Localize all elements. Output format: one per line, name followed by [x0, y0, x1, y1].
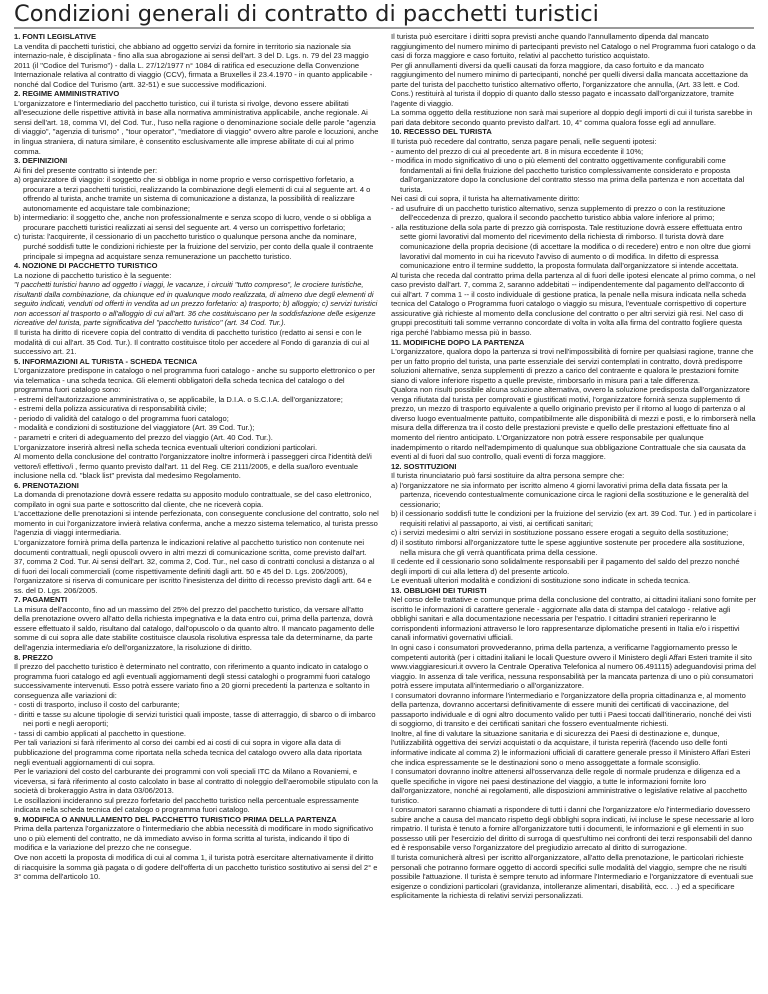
section-heading: 5. INFORMAZIONI AL TURISTA - SCHEDA TECNICA: [14, 356, 198, 366]
paragraph: L'organizzatore predispone in catalogo o nel programma fuori catalogo - anche su supporto elettronico o per via telematica - una scheda tecnica. Gli elementi obbligatori della scheda tecnica del catalogo o del programma fuori catalogo sono:: [14, 366, 375, 395]
right-column: [391, 32, 756, 990]
paragraph: c) i servizi medesimi o altri servizi in sostituzione possano essere erogati a seguito della sostituzione;: [391, 528, 729, 538]
paragraph: Il turista rinunciatario può farsi sostituire da altra persona sempre che:: [391, 471, 625, 481]
paragraph: - estremi della polizza assicurativa di responsabilità civile;: [14, 404, 207, 414]
section-heading: 4. NOZIONE DI PACCHETTO TURISTICO: [14, 261, 158, 271]
paragraph: Prima della partenza l'organizzatore o l'intermediario che abbia necessità di modificare in modo significativo uno o più elementi del contratto, ne dà immediato avviso in forma scritta al turista, indicando il tipo di modifica e la variazione del prezzo che ne consegue.: [14, 824, 374, 853]
paragraph: - parametri e criteri di adeguamento del prezzo del viaggio (Art. 40 Cod. Tur.).: [14, 432, 273, 442]
list-item: a) l'organizzatore ne sia informato per iscritto almeno 4 giorni lavorativi prima della data fissata per la partenza, ricevendo contestualmente comunicazione circa le ragioni della sostituzione e le generalità del cessionario;: [391, 480, 749, 509]
list-item: - alla restituzione della sola parte di prezzo già corrisposta. Tale restituzione dovrà essere effettuata entro sette giorni lavorativi dal momento del ricevimento della richiesta di rimborso. Il turista dovrà dare comunicazione della propria decisione (di accettare la modifica o di recedere) entro e non oltre due giorni lavorativi dal momento in cui ha ricevuto l'avviso di aumento o di modifica. In difetto di espressa comunicazione entro il termine suddetto, la proposta formulata dall'organizzatore si intende accettata.: [391, 222, 751, 271]
paragraph: I consumatori dovranno informare l'intermediario e l'organizzatore della propria cittadinanza e, al momento della partenza, dovranno accertarsi definitivamente di essere muniti dei certificati di vaccinazione, del passaporto individuale e di ogni altro documento valido per tutti i Paesi toccati dall'itinerario, nonché dei visti di soggiorno, di transito e dei certificati sanitari che fossero eventualmente richiesti.: [391, 690, 752, 729]
paragraph: - tassi di cambio applicati al pacchetto in questione.: [14, 728, 186, 738]
paragraph: Nei casi di cui sopra, il turista ha alternativamente diritto:: [391, 194, 580, 204]
paragraph: - costi di trasporto, incluso il costo del carburante;: [14, 700, 180, 710]
paragraph: Le eventuali ulteriori modalità e condizioni di sostituzione sono indicate in scheda tecnica.: [391, 576, 691, 586]
paragraph: Per gli annullamenti diversi da quelli causati da forza maggiore, da caso fortuito e da mancato raggiungimento del numero minimo di partecipanti, nonché per quelli diversi dalla mancata accettazione da parte del turista del pacchetto turistico alternativo offerto, l'organizzatore che annulla, (Art. 33 lett. e Cod. Cons.) restituirà al turista il doppio di quanto dallo stesso pagato e incassato dall'organizzatore, tramite l'agente di viaggio.: [391, 60, 749, 108]
section-heading: 12. SOSTITUZIONI: [391, 461, 457, 471]
paragraph: Il turista può recedere dal contratto, senza pagare penali, nelle seguenti ipotesi:: [391, 137, 657, 147]
paragraph: Ove non accetti la proposta di modifica di cui al comma 1, il turista potrà esercitare alternativamente il diritto di riacquisire la somma già pagata o di godere dell'offerta di un pacchetto turistico sostitutivo ai sensi del 2° e 3° comma dell'articolo 10.: [14, 853, 378, 882]
paragraph: L'organizzatore, qualora dopo la partenza si trovi nell'impossibilità di fornire per qualsiasi ragione, tranne che per un fatto proprio del turista, una parte essenziale dei servizi contemplati in contratto, dovrà predisporre soluzioni alternative, senza supplementi di prezzo a carico del contraente e qualora le prestazioni fornite siano di valore inferiore rispetto a quelle previste, rimborsarlo in misura pari a tale differenza.: [391, 347, 754, 385]
paragraph: Nel corso delle trattative e comunque prima della conclusione del contratto, ai cittadini italiani sono fornite per iscritto le informazioni di carattere generale - aggiornate alla data di stampa del catalogo - relative agli obblighi sanitari e alla documentazione necessaria per l'espatrio. I cittadini stranieri reperiranno le corrispondenti informazioni attraverso le loro rappresentanze diplomatiche presenti in Italia e/o i rispettivi canali informativi governativi ufficiali.: [391, 595, 756, 643]
paragraph: Al momento della conclusione del contratto l'organizzatore inoltre informerà i passeggeri circa l'identità del/i vettore/i effettivo/i , fermo quanto previsto dall'art. 11 del Reg. CE 2111/2005, e della sua/loro eventuale inclusione nella cd. "black list" prevista dal medesimo Regolamento.: [14, 452, 372, 481]
paragraph: I consumatori saranno chiamati a rispondere di tutti i danni che l'organizzatore e/o l'intermediario dovessero subire anche a causa del mancato rispetto degli obblighi sopra indicati, ivi incluse le spese necessarie al loro rimpatrio. Il turista è tenuto a fornire all'organizzatore tutti i documenti, le informazioni e gli elementi in suo possesso utili per l'esercizio del diritto di surroga di quest'ultimo nei confronti dei terzi responsabili del danno ed è responsabile verso l'organizzatore del pregiudizio arrecato al diritto di surrogazione.: [391, 805, 754, 853]
section-heading: 1. FONTI LEGISLATIVE: [14, 32, 97, 41]
title-divider: [14, 27, 754, 29]
paragraph: Il turista comunicherà altresì per iscritto all'organizzatore, all'atto della prenotazione, le particolari richieste personali che potranno formare oggetto di accordi specifici sulle modalità del viaggio, sempre che ne risulti possibile l'attuazione. Il turista è sempre tenuto ad informare l'Intermediario e l'organizzatore di eventuali sue esigenze o condizioni particolari (gravidanza, intolleranze alimentari, disabilità, ecc. . .) ed a specificare esplicitamente la richiesta di relativi servizi personalizzati.: [391, 853, 754, 901]
paragraph: Qualora non risulti possibile alcuna soluzione alternativa, ovvero la soluzione predisposta dall'organizzatore venga rifiutata dal turista per comprovati e giustificati motivi, l'organizzatore fornirà senza supplemento di prezzo, un mezzo di trasporto equivalente a quello originario previsto per il ritorno al luogo di partenza o al diverso luogo eventualmente pattuito, compatibilmente alle disponibilità di mezzi e posti, e lo rimborserà nella misura della differenza tra il costo delle prestazioni previste e quello delle prestazioni effettuate fino al momento del rientro anticipato. L'Organizzatore non potrà essere responsabile per qualunque inadempimento o ritardo nell'adempimento di qualunque sua obbligazione Contrattuale che sia causata da eventi al di fuori dal suo controllo, quali eventi di forza maggiore.: [391, 385, 756, 462]
list-item: a) organizzatore di viaggio: il soggetto che si obbliga in nome proprio e verso corrispettivo forfetario, a procurare a terzi pacchetti turistici, realizzando la combinazione degli elementi di cui al seguente art. 4 o offrendo al turista, anche tramite un sistema di comunicazione a distanza, la possibilità di realizzare autonomamente ed acquistare tale combinazione;: [14, 175, 371, 213]
paragraph: I consumatori dovranno inoltre attenersi all'osservanza delle regole di normale prudenza e diligenza ed a quelle specifiche in vigore nei paesi destinazione del viaggio, a tutte le informazioni fornite loro dall'organizzatore, nonché ai regolamenti, alle disposizioni amministrative o legislative relative al pacchetto turistico.: [391, 767, 747, 805]
section-heading: 10. RECESSO DEL TURISTA: [391, 127, 492, 137]
paragraph: Il turista può esercitare i diritti sopra previsti anche quando l'annullamento dipenda dal mancato raggiungimento del numero minimo di partecipanti previsto nel Catalogo o nel Programma fuori catalogo o da casi di forza maggiore e caso fortuito, relativi al pacchetto turistico acquistato.: [391, 32, 756, 61]
paragraph: La nozione di pacchetto turistico è la seguente:: [14, 270, 172, 280]
list-item: b) intermediario: il soggetto che, anche non professionalmente e senza scopo di lucro, vende o si obbliga a procurare pacchetti turistici realizzati ai sensi del seguente art. 4 verso un corrispettivo forfetario;: [14, 213, 372, 232]
paragraph: Ai fini del presente contratto si intende per:: [14, 165, 158, 175]
left-column: [14, 32, 379, 990]
paragraph: Per le variazioni del costo del carburante dei programmi con voli speciali ITC da Milano a Rovaniemi, e viceversa, si farà riferimento al costo calcolato in base al contratto di noleggio dell'aeromobile stipulato con la società di brokeraggio Astra in data 03/06/2013.: [14, 767, 378, 796]
section-heading: 8. PREZZO: [14, 652, 53, 662]
list-item: b) il cessionario soddisfi tutte le condizioni per la fruizione del servizio (ex art. 39 Cod. Tur. ) ed in particolare i requisiti relativi al passaporto, ai visti, ai certificati sanitari;: [391, 509, 756, 528]
section-heading: 6. PRENOTAZIONI: [14, 480, 79, 490]
section-heading: 3. DEFINIZIONI: [14, 156, 68, 166]
paragraph: L'organizzatore inserirà altresì nella scheda tecnica eventuali ulteriori condizioni particolari.: [14, 442, 318, 452]
paragraph: La somma oggetto della restituzione non sarà mai superiore al doppio degli importi di cui il turista sarebbe in pari data debitore secondo quanto previsto dall'art. 10, 4° comma qualora fosse egli ad annullare.: [391, 108, 753, 127]
paragraph: Le oscillazioni incideranno sul prezzo forfetario del pacchetto turistico nella percentuale espressamente indicata nella scheda tecnica del catalogo o programma fuori catalogo.: [14, 795, 359, 815]
paragraph: Il cedente ed il cessionario sono solidalmente responsabili per il pagamento del saldo del prezzo nonché degli importi di cui alla lettera d) del presente articolo.: [391, 557, 740, 576]
list-item: d) il sostituto rimborsi all'organizzatore tutte le spese aggiuntive sostenute per procedere alla sostituzione, nella misura che gli verrà quantificata prima della cessione.: [391, 537, 745, 557]
paragraph: L'organizzatore fornirà prima della partenza le indicazioni relative al pacchetto turistico non contenute nei documenti contrattuali, negli opuscoli ovvero in altri mezzi di comunicazione scritta, come previsto dall'art. 37, comma 2 Cod. Tur. Ai sensi dell'art. 32, comma 2, Cod. Tur., nel caso di contratti conclusi a distanza o al di fuori dei locali commerciali (come rispettivamente definiti dagli artt. 50 e 45 del D. Lgs. 206/2005), l'organizzatore si riserva di comunicare per iscritto l'inesistenza del diritto di recesso previsto dagli artt. 64 e ss. del D. Lgs. 206/2005.: [14, 537, 375, 595]
paragraph: La domanda di prenotazione dovrà essere redatta su apposito modulo contrattuale, se del caso elettronico, compilato in ogni sua parte e sottoscritto dal cliente, che ne riceverà copia.: [14, 490, 372, 509]
paragraph: La misura dell'acconto, fino ad un massimo del 25% del prezzo del pacchetto turistico, da versare all'atto della prenotazione ovvero all'atto della richiesta impegnativa e la data entro cui, prima della partenza, dovrà essere effettuato il saldo, risultano dal catalogo, dall'opuscolo o da quanto altro. Il mancato pagamento delle somme di cui sopra alle date stabilite costituisce clausola risolutiva espressa tale da determinarne, da parte dell'agenzia intermediaria e/o dell'organizzatore, la risoluzione di diritto.: [14, 604, 375, 652]
paragraph: Inoltre, al fine di valutare la situazione sanitaria e di sicurezza dei Paesi di destinazione e, dunque, l'utilizzabilità oggettiva dei servizi acquistati o da acquistare, il turista reperirà (facendo uso delle fonti informative indicate al comma 2) le informazioni ufficiali di carattere generale presso il Ministero Affari Esteri che indica espressamente se le destinazioni sono o meno assoggettate a formale sconsiglio.: [391, 728, 751, 767]
paragraph: - periodo di validità del catalogo o del programma fuori catalogo;: [14, 413, 229, 423]
list-item: - diritti e tasse su alcune tipologie di servizi turistici quali imposte, tasse di atterraggio, di sbarco o di imbarco nei porti e negli aeroporti;: [14, 709, 376, 729]
section-heading: 11. MODIFICHE DOPO LA PARTENZA: [391, 337, 525, 347]
list-item: - ad usufruire di un pacchetto turistico alternativo, senza supplemento di prezzo o con la restituzione dell'eccedenza di prezzo, qualora il secondo pacchetto turistico abbia valore inferiore al primo;: [391, 203, 726, 223]
paragraph: La vendita di pacchetti turistici, che abbiano ad oggetto servizi da fornire in territorio sia nazionale sia internazio-nale, è disciplinata - fino alla sua abrogazione ai sensi dell'art. 3 del D. Lgs. n. 79 del 23 maggio 2011 (il "Codice del Turismo") - dalla L. 27/12/1977 n° 1084 di ratifica ed esecuzione della Convenzione Internazionale relativa al contratto di viaggio (CCV), firmata a Bruxelles il 23.4.1970 - in quanto applicabile - nonché dal Codice del Turismo (artt. 32-51) e sue successive modificazioni.: [14, 41, 373, 89]
text-columns: [14, 32, 756, 990]
paragraph: L'organizzatore e l'intermediario del pacchetto turistico, cui il turista si rivolge, devono essere abilitati all'esecuzione delle rispettive attività in base alla normativa amministrativa applicabile, anche regionale. Ai sensi dell'art. 18, comma VI, del Cod. Tur., l'uso nella ragione o denominazione sociale delle parole "agenzia di viaggio", "agenzia di turismo" , "tour operator", "mediatore di viaggio" ovvero altre parole e locuzioni, anche in lingua straniera, di natura similare, è consentito esclusivamente alle imprese abilitate di cui al primo comma.: [14, 98, 379, 156]
section-heading: 7. PAGAMENTI: [14, 595, 68, 605]
paragraph: "I pacchetti turistici hanno ad oggetto i viaggi, le vacanze, i circuiti "tutto compreso", le crociere turistiche, risultanti dalla combinazione, da chiunque ed in qualunque modo realizzata, di almeno due degli elementi di seguito indicati, venduti od offerti in vendita ad un prezzo forfetario: a) trasporto; b) alloggio; c) servizi turistici non accessori al trasporto o all'alloggio di cui all'art. 36 che costituiscano per la soddisfazione delle esigenze ricreative del turista, parte significativa del "pacchetto turistico" (art. 34 Cod. Tur.).: [14, 280, 378, 328]
paragraph: Per tali variazioni si farà riferimento al corso dei cambi ed ai costi di cui sopra in vigore alla data di pubblicazione del programma come riportata nella scheda tecnica del catalogo ovvero alla data riportata negli eventuali aggiornamenti di cui sopra.: [14, 738, 362, 767]
list-item: - modifica in modo significativo di uno o più elementi del contratto oggettivamente configurabili come fondamentali ai fini della fruizione del pacchetto turistico complessivamente considerato e proposta dall'organizzatore dopo la conclusione del contratto stesso ma prima della partenza e non accettata dal turista.: [391, 156, 745, 194]
page-title: Condizioni generali di contratto di pacchetti turistici: [14, 1, 599, 27]
paragraph: Il prezzo del pacchetto turistico è determinato nel contratto, con riferimento a quanto indicato in catalogo o programma fuori catalogo ed agli eventuali aggiornamenti degli stessi cataloghi o programmi fuori catalogo successivamente intervenuti. Esso potrà essere variato fino a 20 giorni precedenti la partenza e soltanto in conseguenza alle variazioni di:: [14, 662, 371, 700]
list-item: c) turista: l'acquirente, il cessionario di un pacchetto turistico o qualunque persona anche da nominare, purché soddisfi tutte le condizioni richieste per la fruizione del servizio, per conto della quale il contraente principale si impegna ad acquistare senza remunerazione un pacchetto turistico.: [14, 232, 374, 261]
paragraph: Il turista ha diritto di ricevere copia del contratto di vendita di pacchetto turistico (redatto ai sensi e con le modalità di cui all'art. 35 Cod. Tur.). Il contratto costituisce titolo per accedere al Fondo di garanzia di cui al successivo art. 21.: [14, 327, 370, 357]
paragraph: L'accettazione delle prenotazioni si intende perfezionata, con conseguente conclusione del contratto, solo nel momento in cui l'organizzatore invierà relativa conferma, anche a mezzo sistema telematico, al turista presso l'agenzia di viaggi intermediaria.: [14, 509, 379, 538]
section-heading: 13. OBBLIGHI DEI TURISTI: [391, 585, 487, 595]
paragraph: Al turista che receda dal contratto prima della partenza al di fuori delle ipotesi elencate al primo comma, o nel caso previsto dall'art. 7, comma 2, saranno addebitati -- indipendentemente dal pagamento dell'acconto di cui all'art. 7 comma 1 -- il costo individuale di gestione pratica, la penale nella misura indicata nella scheda tecnica del Catalogo o Programma fuori catalogo o viaggio su misura, l'eventuale corrispettivo di coperture assicurative già richieste al momento della conclusione del contratto o per altri servizi già resi. Nel caso di gruppi precostituiti tali somme verranno concordate di volta in volta alla firma del contratto fogliere questa riga perché l'abbiamo messa più in basso.: [391, 270, 756, 337]
paragraph: - modalità e condizioni di sostituzione del viaggiatore (Art. 39 Cod. Tur.);: [14, 423, 255, 433]
paragraph: In ogni caso i consumatori provvederanno, prima della partenza, a verificarne l'aggiornamento presso le competenti autorità (per i cittadini italiani le locali Questure ovvero il Ministero degli Affari Esteri tramite il sito www.viaggiaresicuri.it ovvero la Centrale Operativa Telefonica al numero 06.491115) adeguandovisi prima del viaggio. In assenza di tale verifica, nessuna responsabilità per la mancata partenza di uno o più consumatori potrà essere imputata all'intermediario o all'organizzatore.: [391, 643, 756, 691]
paragraph: - estremi dell'autorizzazione amministrativa o, se applicabile, la D.I.A. o S.C.I.A. dell'organizzatore;: [14, 394, 343, 404]
section-heading: 9. MODIFICA O ANNULLAMENTO DEL PACCHETTO TURISTICO PRIMA DELLA PARTENZA: [14, 814, 337, 824]
section-heading: 2. REGIME AMMINISTRATIVO: [14, 89, 120, 99]
paragraph: - aumento del prezzo di cui al precedente art. 8 in misura eccedente il 10%;: [391, 146, 644, 156]
